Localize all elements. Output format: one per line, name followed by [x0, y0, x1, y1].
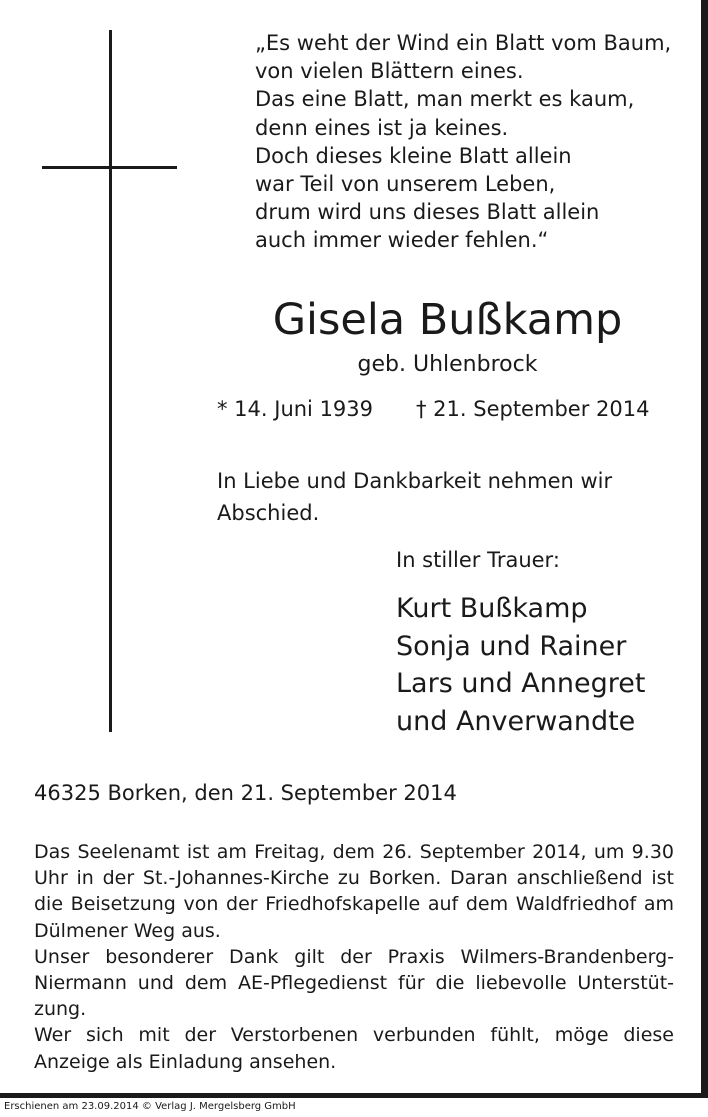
poem	[255, 29, 695, 255]
thanks-paragraph: Unser besonderer Dank gilt der Praxis Wilmers-Brandenberg-Niermann und dem AE-Pflegedienst für die liebevolle Unterstützung.	[34, 945, 674, 1021]
poem-line: drum wird uns dieses Blatt allein	[255, 200, 600, 225]
publication-footer: Erschienen am 23.09.2014 © Verlag J. Mergelsberg GmbH	[4, 1101, 296, 1112]
mourner-name: Sonja und Rainer	[396, 630, 627, 662]
mourners-list	[396, 590, 696, 740]
mourning-label: In stiller Trauer:	[396, 548, 560, 572]
mourner-name: Kurt Bußkamp	[396, 593, 588, 624]
maiden-name: geb. Uhlenbrock	[357, 352, 538, 377]
cross-icon-vertical-bar	[109, 30, 112, 732]
poem-line: „Es weht der Wind ein Blatt vom Baum,	[255, 31, 672, 55]
service-paragraph: Das Seelenamt ist am Freitag, dem 26. September 2014, um 9.30 Uhr in der St.-Johannes-Kirche zu Borken. Daran anschließend ist die Beisetzung von der Friedhofskapelle auf dem Waldfriedhof am Dülmener Weg aus.	[34, 841, 674, 942]
mourner-name: Lars und Annegret	[396, 668, 646, 699]
death-date: † 21. September 2014	[416, 397, 650, 421]
poem-line: denn eines ist ja keines.	[255, 115, 509, 140]
poem-line: war Teil von unserem Leben,	[255, 172, 556, 197]
place-date: 46325 Borken, den 21. September 2014	[34, 781, 457, 805]
cross-icon-horizontal-bar	[42, 166, 177, 169]
poem-line: Doch dieses kleine Blatt allein	[255, 143, 572, 168]
mourner-name: und Anverwandte	[396, 705, 636, 737]
poem-line: von vielen Blättern eines.	[255, 59, 524, 84]
deceased-name: Gisela Bußkamp	[272, 295, 623, 345]
poem-line: Das eine Blatt, man merkt es kaum,	[255, 87, 635, 112]
service-details	[34, 839, 674, 1075]
farewell-text: In Liebe und Dankbarkeit nehmen wir Abschied.	[217, 469, 613, 525]
birth-date: * 14. Juni 1939	[217, 397, 374, 421]
poem-line: auch immer wieder fehlen.“	[255, 228, 549, 253]
invitation-paragraph: Wer sich mit der Verstorbenen verbunden fühlt, möge diese Anzeige als Einladung ansehen.	[34, 1024, 674, 1073]
